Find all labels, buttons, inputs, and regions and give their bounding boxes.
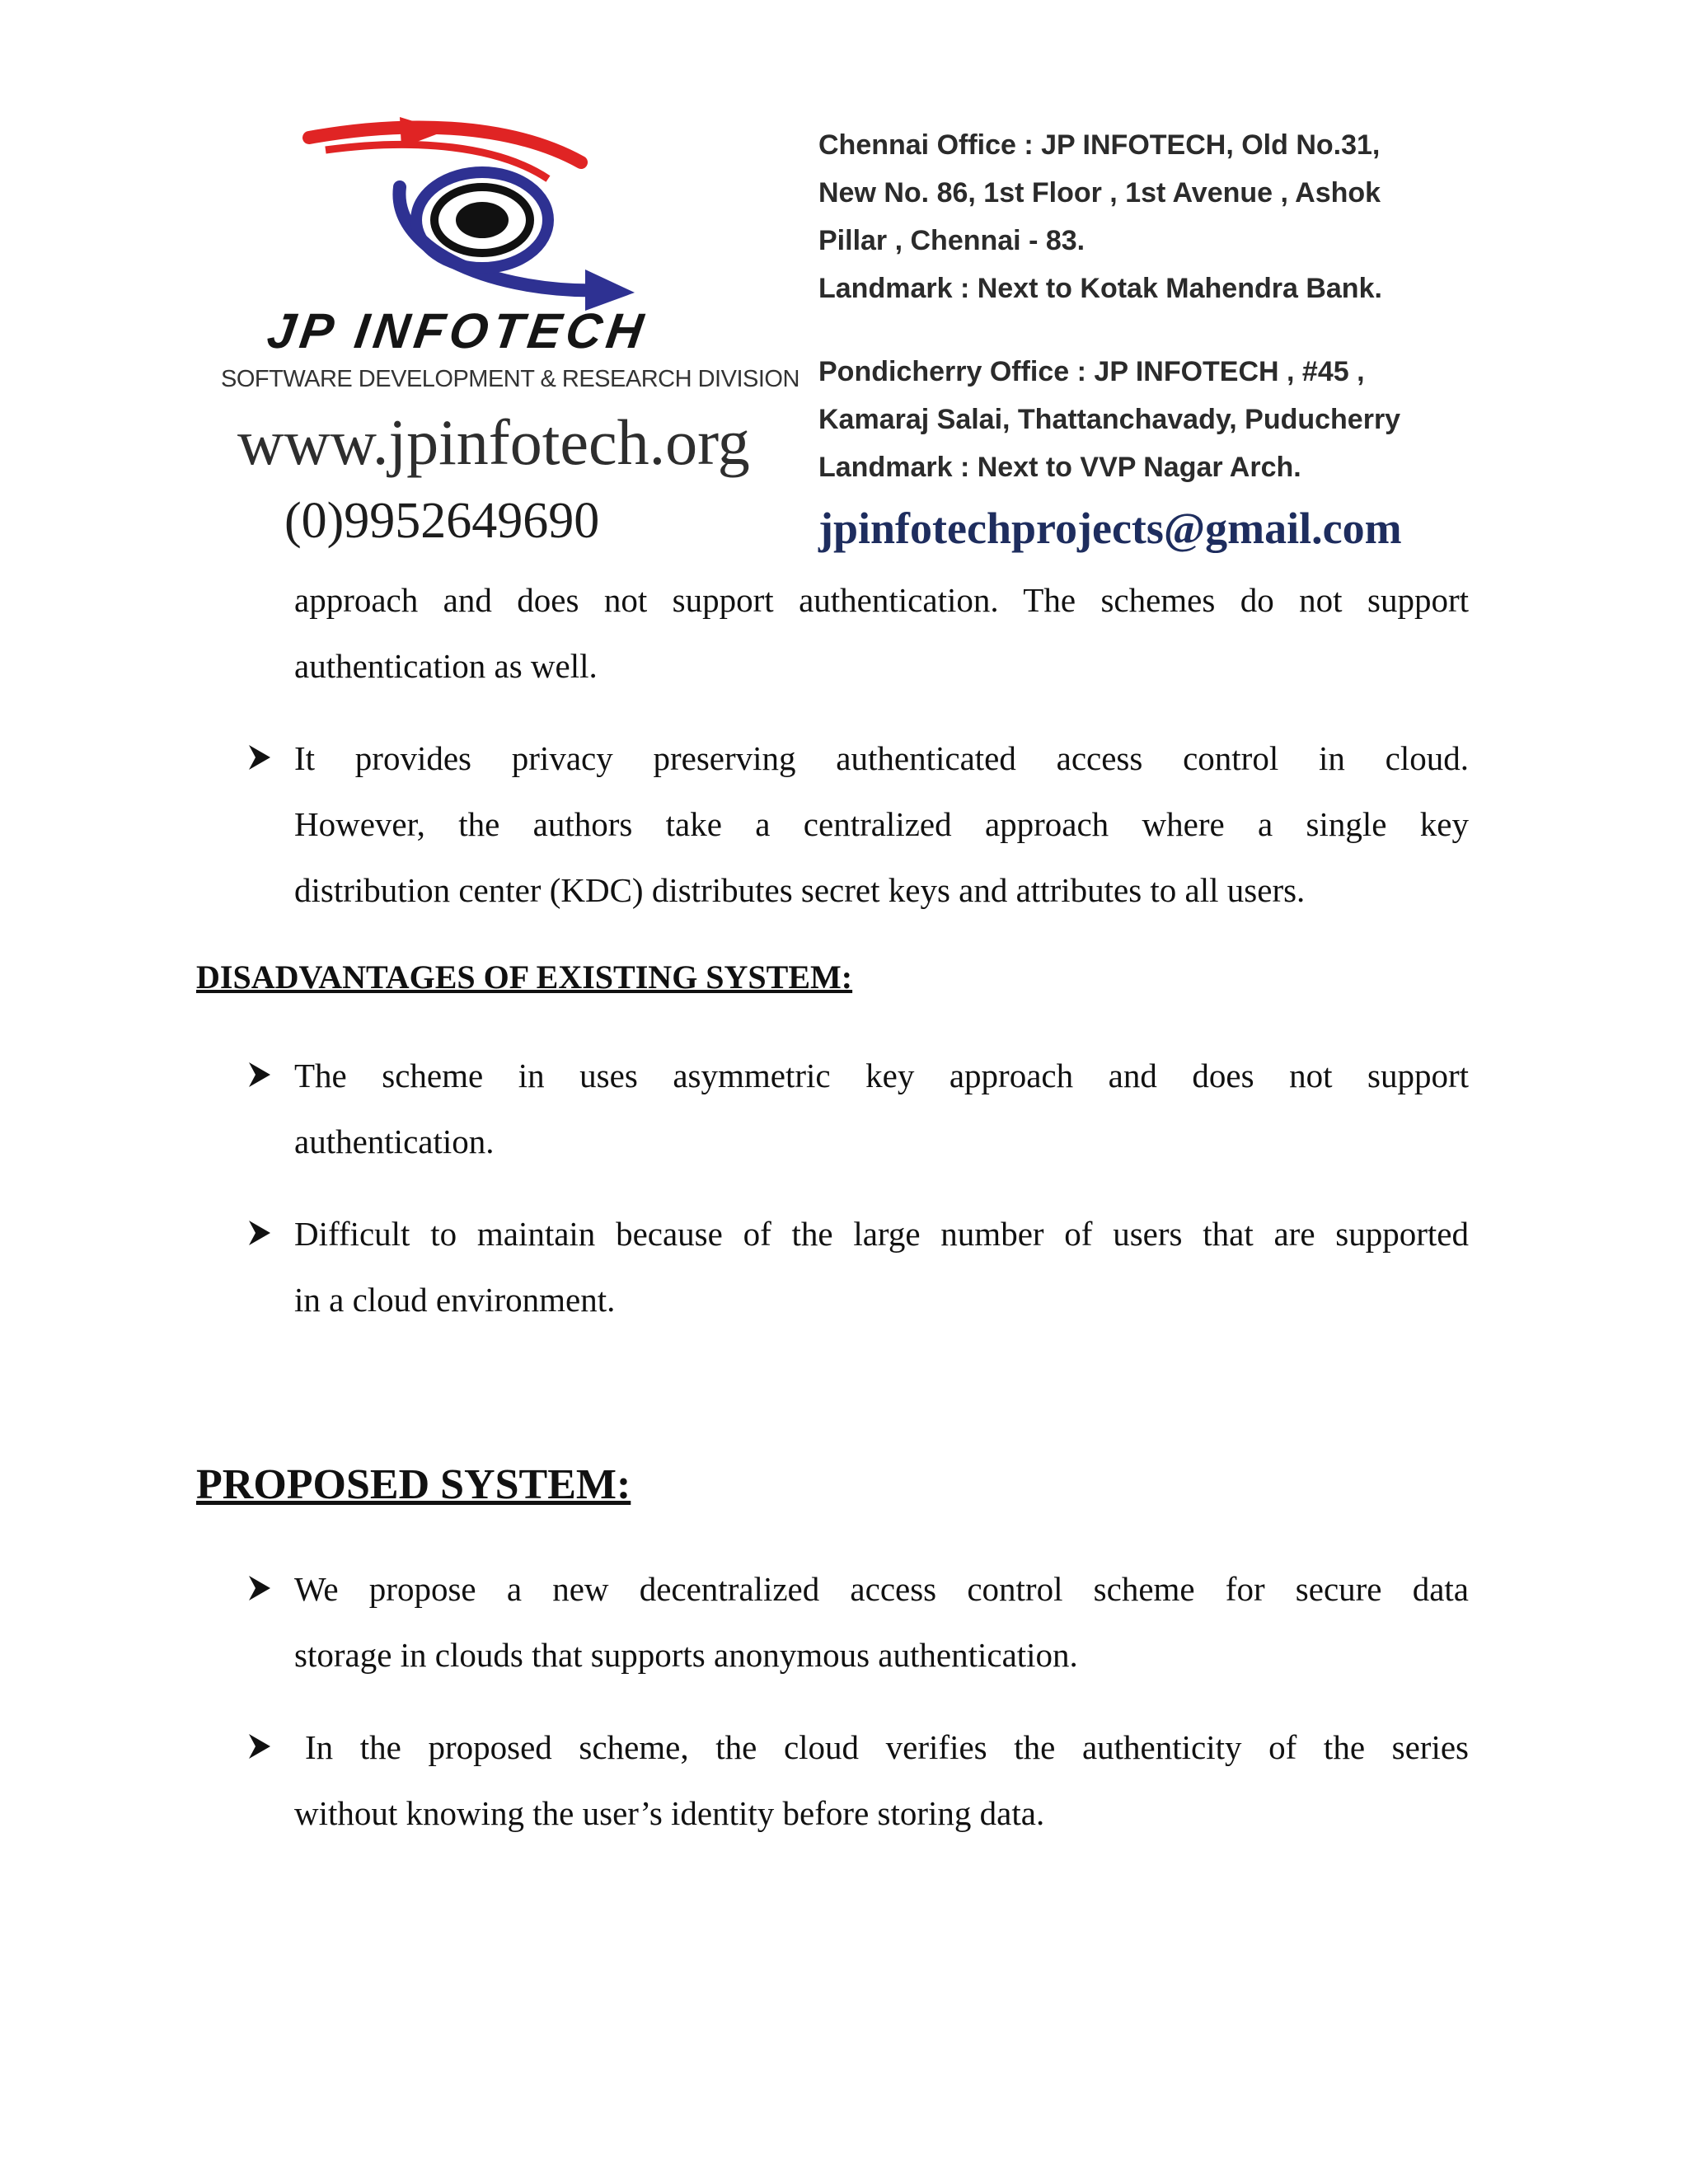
jp-infotech-logo-icon [301,113,729,311]
chennai-line: Chennai Office : JP INFOTECH, Old No.31, [818,129,1381,161]
contact-email: jpinfotechprojects@gmail.com [818,504,1402,553]
pondy-line: Landmark : Next to VVP Nagar Arch. [818,452,1301,483]
disadvantages-heading: DISADVANTAGES OF EXISTING SYSTEM: [196,958,853,996]
pondy-line: Kamaraj Salai, Thattanchavady, Puducherry [818,404,1401,435]
bullet-line: storage in clouds that supports anonymous authentication. [294,1636,1078,1674]
intro-line: authentication as well. [294,647,598,685]
brand-name: JP INFOTECH [264,303,652,359]
chennai-line: Landmark : Next to Kotak Mahendra Bank. [818,273,1382,304]
bullet-line: The scheme in uses asymmetric key approach and does not support [294,1057,1469,1094]
letterhead [202,101,1471,570]
chennai-line: Pillar , Chennai - 83. [818,225,1085,256]
bullet-line: authentication. [294,1122,495,1160]
bullet-text [294,1556,1469,1688]
pondy-line: Pondicherry Office : JP INFOTECH , #45 , [818,356,1365,387]
arrow-bullet-icon [247,1574,272,1602]
division-tagline: SOFTWARE DEVELOPMENT & RESEARCH DIVISION [221,366,799,392]
bullet-text [294,725,1469,923]
arrow-bullet-icon [247,1219,272,1247]
bullet-text [294,1043,1469,1174]
arrow-bullet-icon [247,1061,272,1089]
intro-paragraph [294,567,1469,699]
arrow-bullet-icon [247,1732,272,1760]
website-url: www.jpinfotech.org [237,406,750,478]
bullet-line: in a cloud environment. [294,1281,616,1319]
bullet-text [294,1201,1469,1333]
bullet-line: without knowing the user’s identity before storing data. [294,1794,1045,1832]
bullet-line: However, the authors take a centralized approach where a single key [294,805,1469,843]
proposed-system-heading: PROPOSED SYSTEM: [196,1461,631,1508]
phone-number: (0)9952649690 [284,493,600,549]
bullet-line: In the proposed scheme, the cloud verifies the authenticity of the series [305,1728,1469,1766]
chennai-line: New No. 86, 1st Floor , 1st Avenue , Ashok [818,177,1381,209]
bullet-text [294,1714,1469,1846]
bullet-line: distribution center (KDC) distributes secret keys and attributes to all users. [294,871,1306,909]
bullet-line: We propose a new decentralized access control scheme for secure data [294,1570,1469,1608]
pondicherry-office-address [818,348,1400,491]
bullet-line: Difficult to maintain because of the large number of users that are supported [294,1215,1469,1253]
bullet-line: It provides privacy preserving authenticated access control in cloud. [294,739,1469,777]
chennai-office-address [818,121,1382,312]
arrow-bullet-icon [247,743,272,771]
intro-line: approach and does not support authentication. The schemes do not support [294,581,1469,619]
